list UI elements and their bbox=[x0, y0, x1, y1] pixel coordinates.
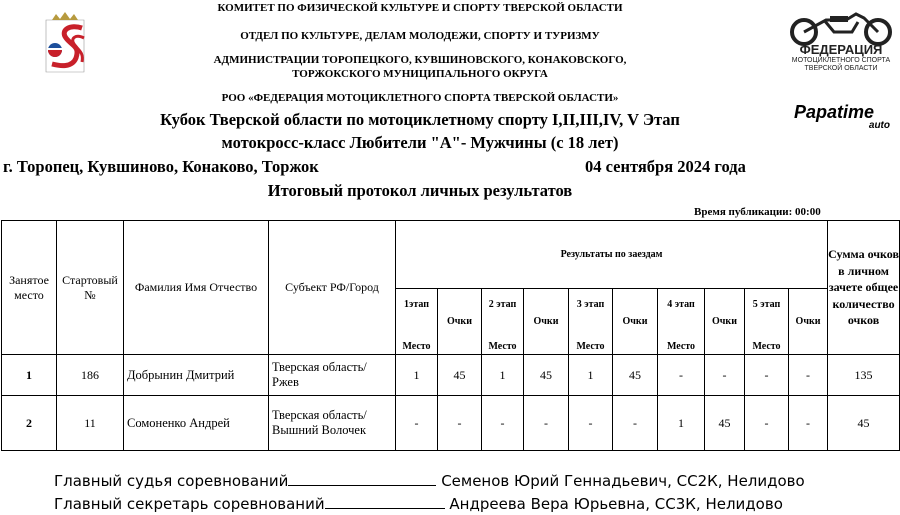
row-stage-3-place: - bbox=[569, 396, 613, 451]
row-stage-2-place: - bbox=[482, 396, 524, 451]
federation-logo-line2: МОТОЦИКЛЕТНОГО СПОРТА bbox=[791, 57, 891, 64]
chief-judge-name: Семенов Юрий Геннадьевич, СС2К, Нелидово bbox=[441, 472, 805, 490]
chief-judge-label: Главный судья соревнований bbox=[54, 472, 289, 490]
table-header-row bbox=[2, 221, 900, 289]
col-name-header: Фамилия Имя Отчество bbox=[124, 221, 269, 355]
col-sum-header: Сумма очков в личном зачете общее количество очков bbox=[828, 221, 900, 355]
row-name: Сомоненко Андрей bbox=[124, 396, 269, 451]
stage-1-points-header: Очки bbox=[438, 289, 482, 355]
event-date: 04 сентября 2024 года bbox=[585, 157, 746, 176]
row-stage-5-place: - bbox=[745, 396, 789, 451]
event-place: г. Торопец, Кувшиново, Конаково, Торжок bbox=[3, 157, 319, 176]
row-stage-2-points: 45 bbox=[524, 355, 569, 396]
row-stage-4-place: 1 bbox=[658, 396, 705, 451]
row-start-number: 11 bbox=[57, 396, 124, 451]
row-stage-1-place: - bbox=[396, 396, 438, 451]
class-title: мотокросс-класс Любители "А"- Мужчины (с 18 лет) bbox=[221, 133, 619, 152]
protocol-title: Итоговый протокол личных результатов bbox=[267, 181, 573, 200]
row-total: 45 bbox=[828, 396, 900, 451]
stage-1-place-header bbox=[396, 289, 438, 355]
stage-2-label: 2 этап bbox=[488, 299, 517, 310]
row-place: 1 bbox=[2, 355, 57, 396]
stage-2-place-label: Место bbox=[488, 341, 517, 352]
row-stage-4-points: 45 bbox=[705, 396, 745, 451]
row-stage-4-place: - bbox=[658, 355, 705, 396]
results-table bbox=[1, 220, 900, 451]
header-administration: АДМИНИСТРАЦИИ ТОРОПЕЦКОГО, КУВШИНОВСКОГО, КОНАКОВСКОГО, bbox=[213, 54, 627, 66]
stage-4-label: 4 этап bbox=[667, 299, 695, 310]
col-region-header: Субъект РФ/Город bbox=[269, 221, 396, 355]
row-stage-1-points: 45 bbox=[438, 355, 482, 396]
row-name: Добрынин Дмитрий bbox=[124, 355, 269, 396]
row-total: 135 bbox=[828, 355, 900, 396]
header-department: ОТДЕЛ ПО КУЛЬТУРЕ, ДЕЛАМ МОЛОДЕЖИ, СПОРТУ И ТУРИЗМУ bbox=[240, 30, 600, 42]
header-federation: РОО «ФЕДЕРАЦИЯ МОТОЦИКЛЕТНОГО СПОРТА ТВЕРСКОЙ ОБЛАСТИ» bbox=[221, 92, 619, 104]
chief-secretary-line bbox=[54, 495, 783, 513]
chief-secretary-name: Андреева Вера Юрьевна, СС3К, Нелидово bbox=[449, 495, 783, 513]
stage-3-points-header: Очки bbox=[613, 289, 658, 355]
signature-line bbox=[288, 472, 436, 486]
stage-3-label: 3 этап bbox=[576, 299, 605, 310]
row-stage-4-points: - bbox=[705, 355, 745, 396]
federation-logo-title: ФЕДЕРАЦИЯ bbox=[799, 42, 883, 57]
federation-logo-line3: ТВЕРСКОЙ ОБЛАСТИ bbox=[804, 65, 878, 72]
row-stage-3-place: 1 bbox=[569, 355, 613, 396]
publication-time: Время публикации: 00:00 bbox=[694, 206, 821, 218]
stage-3-place-label: Место bbox=[576, 341, 605, 352]
stage-2-points-header: Очки bbox=[524, 289, 569, 355]
chief-secretary-label: Главный секретарь соревнований bbox=[54, 495, 325, 513]
stage-5-place-label: Место bbox=[752, 341, 781, 352]
row-region: Тверская область/Ржев bbox=[269, 355, 396, 396]
stage-4-points-header: Очки bbox=[705, 289, 745, 355]
stage-1-label: 1этап bbox=[404, 299, 429, 310]
row-stage-1-points: - bbox=[438, 396, 482, 451]
row-stage-1-place: 1 bbox=[396, 355, 438, 396]
table-row bbox=[2, 396, 900, 451]
stage-5-place-header bbox=[745, 289, 789, 355]
row-stage-2-place: 1 bbox=[482, 355, 524, 396]
chief-judge-line bbox=[54, 472, 805, 490]
table-row bbox=[2, 355, 900, 396]
row-place: 2 bbox=[2, 396, 57, 451]
col-place-header: Занятое место bbox=[2, 221, 57, 355]
cup-title: Кубок Тверской области по мотоциклетному спорту I,II,III,IV, V Этап bbox=[160, 110, 680, 129]
header-committee: КОМИТЕТ ПО ФИЗИЧЕСКОЙ КУЛЬТУРЕ И СПОРТУ ТВЕРСКОЙ ОБЛАСТИ bbox=[217, 2, 623, 14]
row-start-number: 186 bbox=[57, 355, 124, 396]
stage-5-label: 5 этап bbox=[752, 299, 781, 310]
stage-4-place-label: Место bbox=[666, 341, 696, 352]
stage-4-place-header bbox=[658, 289, 705, 355]
row-stage-5-place: - bbox=[745, 355, 789, 396]
row-stage-5-points: - bbox=[789, 355, 828, 396]
header-districts: ТОРЖОКСКОГО МУНИЦИПАЛЬНОГО ОКРУГА bbox=[292, 68, 548, 80]
sponsor-logo-main: Papatime bbox=[793, 102, 875, 122]
row-stage-3-points: - bbox=[613, 396, 658, 451]
row-region: Тверская область/Вышний Волочек bbox=[269, 396, 396, 451]
stage-5-points-header: Очки bbox=[789, 289, 828, 355]
signature-line bbox=[325, 495, 445, 509]
col-results-header: Результаты по заездам bbox=[396, 221, 828, 289]
sponsor-logo-sub: auto bbox=[868, 120, 890, 130]
col-start-header: Стартовый № bbox=[57, 221, 124, 355]
row-stage-2-points: - bbox=[524, 396, 569, 451]
stage-2-place-header bbox=[482, 289, 524, 355]
stage-1-place-label: Место bbox=[402, 341, 431, 352]
row-stage-5-points: - bbox=[789, 396, 828, 451]
stage-3-place-header bbox=[569, 289, 613, 355]
row-stage-3-points: 45 bbox=[613, 355, 658, 396]
